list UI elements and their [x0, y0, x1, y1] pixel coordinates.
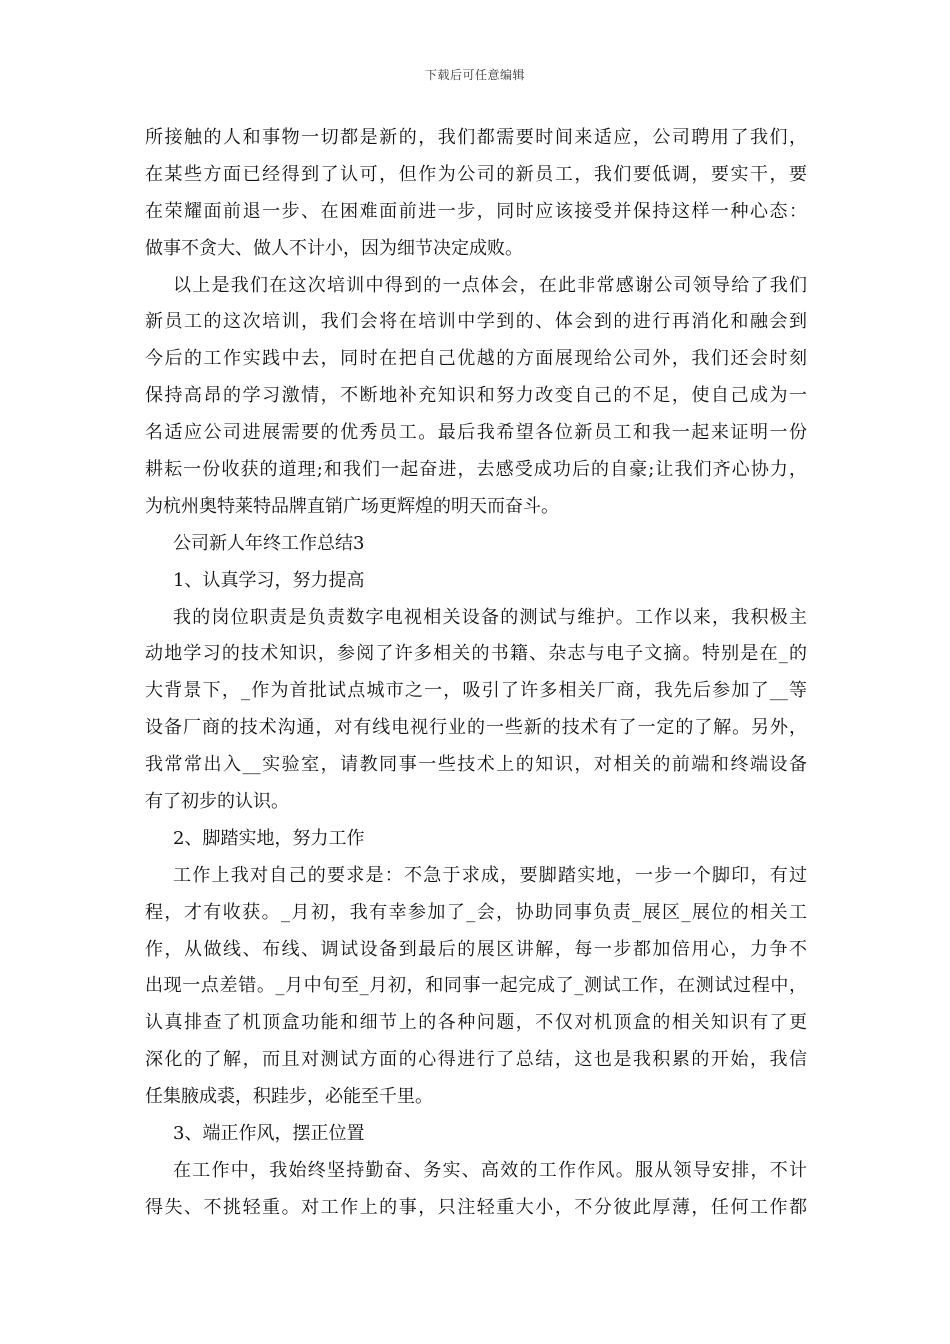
- text-line: 我常常出入__实验室，请教同事一些技术上的知识，对相关的前端和终端设备: [145, 754, 807, 776]
- text-line: 1、认真学习，努力提高: [173, 569, 365, 591]
- text-line: 得失、不挑轻重。对工作上的事，只注轻重大小，不分彼此厚薄，任何工作都: [145, 1196, 807, 1218]
- text-line: 任集腋成裘，积跬步，必能至千里。: [145, 1086, 433, 1108]
- text-line: 所接触的人和事物一切都是新的，我们都需要时间来适应，公司聘用了我们，: [145, 127, 807, 148]
- text-line: 动地学习的技术知识，参阅了许多相关的书籍、杂志与电子文摘。特别是在_的: [145, 643, 807, 665]
- text-line: 新员工的这次培训，我们会将在培训中学到的、体会到的进行再消化和融会到: [145, 311, 807, 333]
- text-line: 以上是我们在这次培训中得到的一点体会，在此非常感谢公司领导给了我们: [173, 274, 807, 296]
- text-line: 做事不贪大、做人不计小，因为细节决定成败。: [145, 237, 523, 259]
- text-line: 3、端正作风，摆正位置: [173, 1123, 365, 1145]
- text-line: 有了初步的认识。: [145, 791, 289, 813]
- text-line: 在工作中，我始终坚持勤奋、务实、高效的工作作风。服从领导安排，不计: [173, 1159, 807, 1181]
- text-line: 今后的工作实践中去，同时在把自己优越的方面展现给公司外，我们还会时刻: [145, 348, 807, 370]
- text-line: 深化的了解，而且对测试方面的心得进行了总结，这也是我积累的开始，我信: [145, 1049, 807, 1071]
- text-line: 大背景下，_作为首批试点城市之一，吸引了许多相关厂商，我先后参加了__等: [145, 680, 807, 702]
- text-line: 名适应公司进展需要的优秀员工。最后我希望各位新员工和我一起来证明一份: [145, 422, 807, 444]
- text-line: 耕耘一份收获的道理;和我们一起奋进，去感受成功后的自豪;让我们齐心协力，: [145, 459, 807, 481]
- text-line: 公司新人年终工作总结3: [173, 532, 365, 554]
- text-line: 设备厂商的技术沟通，对有线电视行业的一些新的技术有了一定的了解。另外，: [145, 717, 807, 739]
- text-line: 2、脚踏实地，努力工作: [173, 827, 365, 849]
- text-line: 作，从做线、布线、调试设备到最后的展区讲解，每一步都加倍用心，力争不: [145, 938, 807, 960]
- text-line: 在某些方面已经得到了认可，但作为公司的新员工，我们要低调，要实干，要: [145, 163, 807, 185]
- page-header-note: 下载后可任意编辑: [424, 68, 525, 82]
- text-line: 保持高昂的学习激情，不断地补充知识和努力改变自己的不足，使自己成为一: [145, 385, 807, 407]
- text-line: 我的岗位职责是负责数字电视相关设备的测试与维护。工作以来，我积极主: [173, 606, 807, 628]
- text-line: 为杭州奥特莱特品牌直销广场更辉煌的明天而奋斗。: [145, 495, 559, 517]
- text-line: 在荣耀面前退一步、在困难面前进一步，同时应该接受并保持这样一种心态：: [145, 200, 807, 222]
- text-line: 程，才有收获。_月初，我有幸参加了_会，协助同事负责_展区_展位的相关工: [145, 901, 807, 923]
- text-line: 认真排查了机顶盒功能和细节上的各种问题，不仅对机顶盒的相关知识有了更: [145, 1012, 807, 1034]
- text-line: 工作上我对自己的要求是：不急于求成，要脚踏实地，一步一个脚印，有过: [173, 864, 807, 886]
- document-body: [145, 120, 807, 1227]
- text-line: 出现一点差错。_月中旬至_月初，和同事一起完成了_测试工作，在测试过程中，: [145, 975, 807, 997]
